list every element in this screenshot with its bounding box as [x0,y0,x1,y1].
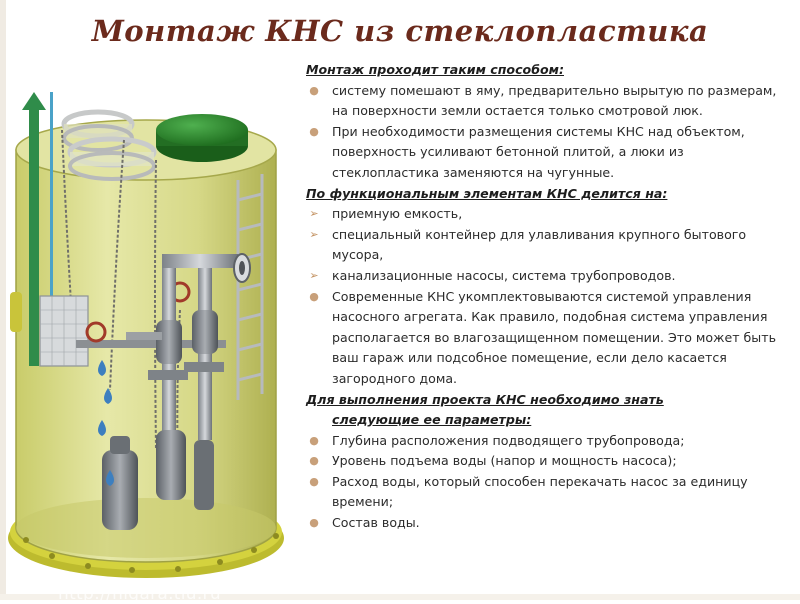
bullet-dot-icon: ● [309,454,319,468]
bullet-dot-icon: ● [309,474,319,488]
watermark: http://higara.tiu.ru [58,584,221,604]
list-item-text: Современные КНС укомплектовываются системой управления насосного агрегата. Как правило, подобная система управления располагается во влагозащищенном помещении. Это может быть ваш гараж или подсобное помещение, если дело касается загородного дома. [332,288,777,386]
list-item-text: специальный контейнер для улавливания крупного бытового мусора, [332,226,747,263]
pump-2 [156,430,186,500]
heading-functional-elements: По функциональным элементам КНС делится на: [306,185,668,201]
bullet-arrow-icon: ➢ [309,268,319,282]
list-item [298,266,784,287]
list-item [298,81,784,122]
list-item [298,225,784,266]
bullet-dot-icon: ● [309,124,319,138]
list-item [298,513,784,534]
list-item [298,451,784,472]
list-item-text: При необходимости размещения системы КНС над объектом, поверхность усиливают бетонной плитой, а люки из стеклопластика заменяются на чугунные. [332,123,745,180]
list-item [298,122,784,184]
list-item-text: приемную емкость, [332,206,463,222]
bullet-dot-icon: ● [309,289,319,303]
list-item-text: Состав воды. [332,515,420,531]
list-item-text: систему помешают в яму, предварительно вырытую по размерам, на поверхности земли остается только смотровой люк. [332,82,777,119]
kns-illustration [6,70,296,604]
list-item [298,204,784,225]
vent-pipe [29,106,39,366]
heading-project-parameters-continued: следующие ее параметры: [332,412,532,428]
list-item-text: Расход воды, который способен перекачать насос за единицу времени; [332,473,748,510]
bullet-dot-icon: ● [309,83,319,97]
list-item-text: канализационные насосы, система трубопроводов. [332,267,676,283]
bullet-dot-icon: ● [309,433,319,447]
list-item [298,472,784,513]
pump-1 [102,450,138,530]
heading-project-parameters: Для выполнения проекта КНС необходимо знать [306,391,664,407]
slide-title: Монтаж КНС из стеклопластика [91,14,709,48]
heading-installation: Монтаж проходит таким способом: [306,62,564,77]
bullet-arrow-icon: ➢ [309,207,319,221]
vent-arrow-icon [22,92,46,110]
slide-content [298,60,784,534]
bullet-dot-icon: ● [309,516,319,530]
bullet-arrow-icon: ➢ [309,227,319,241]
list-item [298,287,784,390]
list-item-text: Уровень подъема воды (напор и мощность насоса); [332,453,677,469]
list-item [298,431,784,452]
green-lid [156,114,248,146]
kns-tank-drawing [6,70,296,590]
list-item-text: Глубина расположения подводящего трубопровода; [332,432,685,448]
